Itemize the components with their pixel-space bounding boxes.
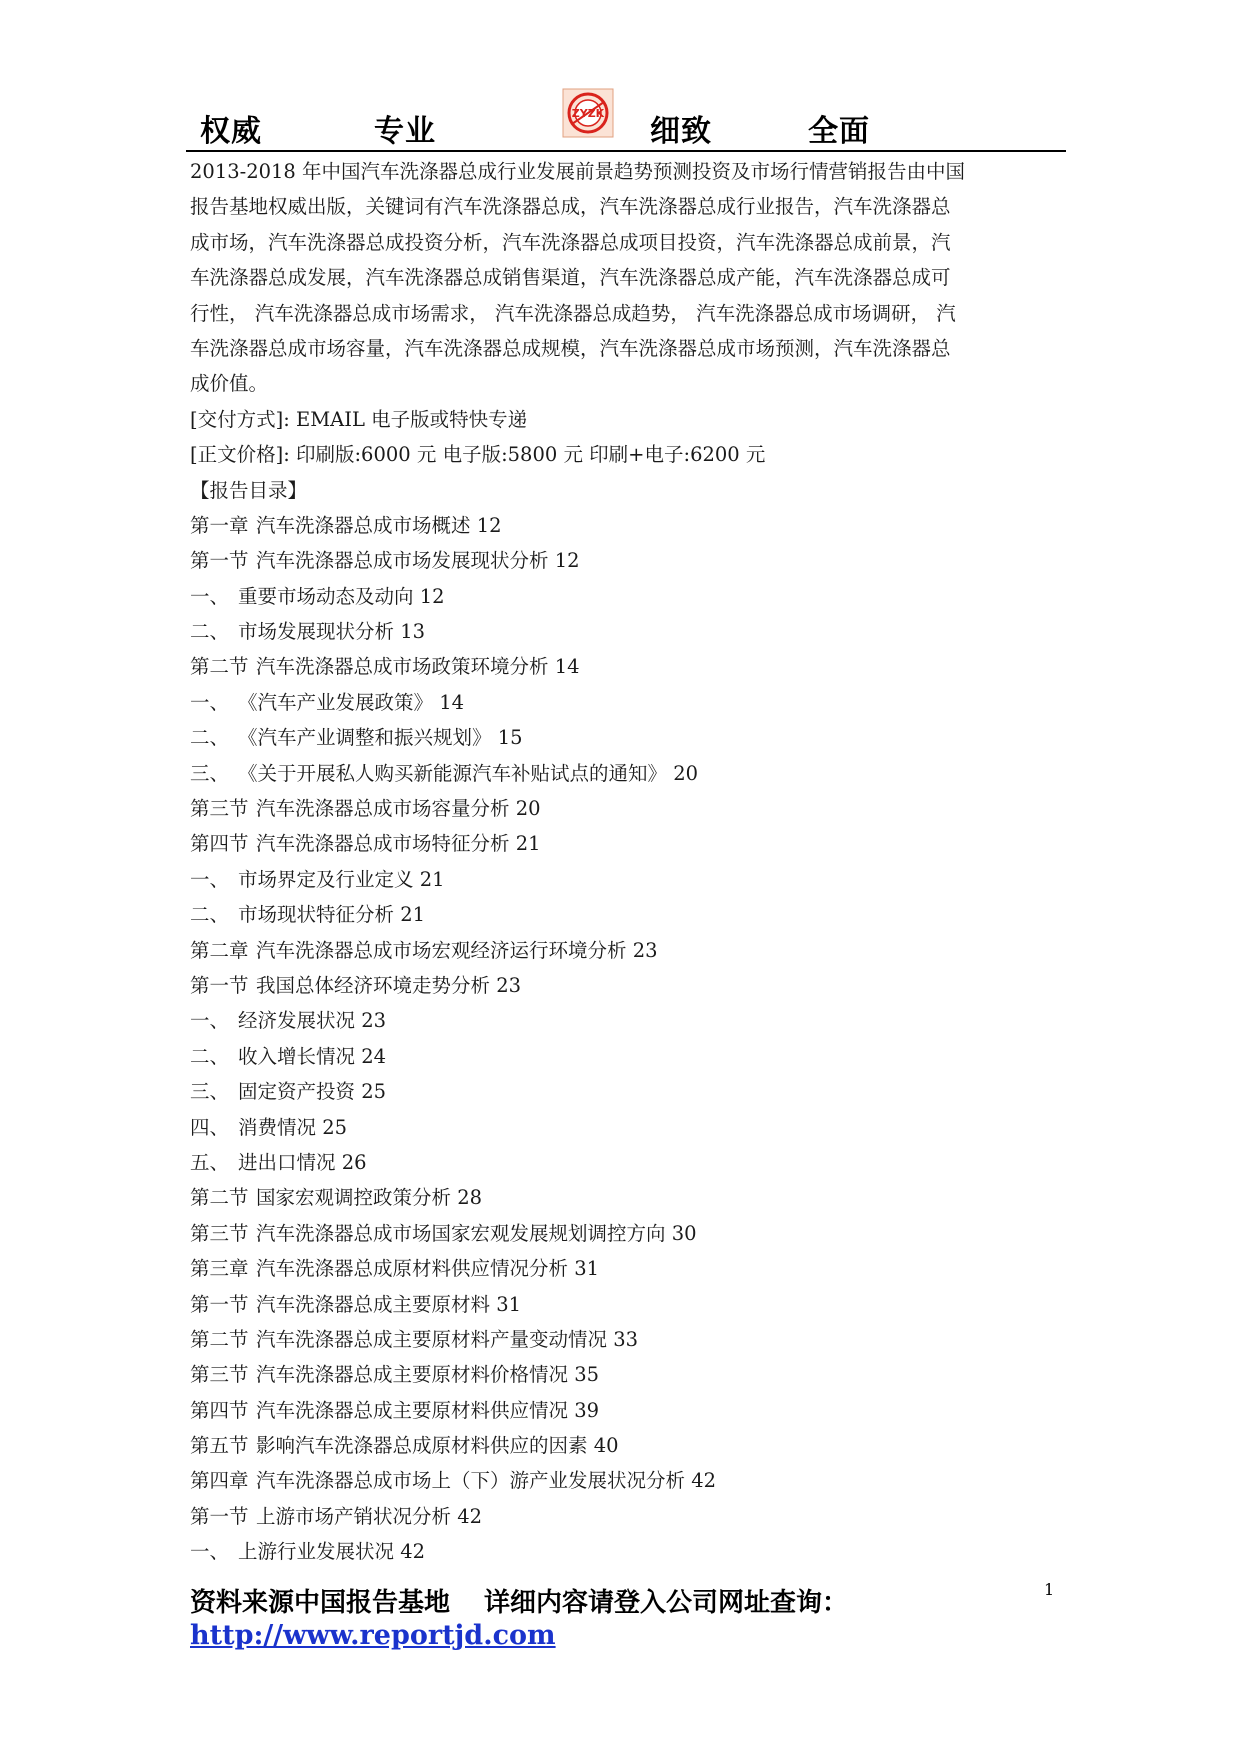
table-of-contents — [190, 508, 1060, 1570]
toc-entry-title: 汽车洗涤器总成市场容量分析 — [256, 797, 510, 821]
toc-entry-prefix: 第三章 — [190, 1257, 249, 1281]
toc-entry-prefix: 第五节 — [190, 1434, 249, 1458]
toc-entry-page: 15 — [497, 726, 523, 750]
toc-entry-prefix: 第三节 — [190, 1221, 249, 1245]
toc-entry — [190, 1074, 1060, 1109]
intro-line: 报告基地权威出版，关键词有汽车洗涤器总成，汽车洗涤器总成行业报告，汽车洗涤器总 — [190, 195, 951, 219]
toc-entry-title: 汽车洗涤器总成市场发展现状分析 — [256, 549, 549, 573]
price-info: [正文价格]: 印刷版:6000 元 电子版:5800 元 印刷+电子:6200 元 — [190, 443, 766, 467]
toc-entry-title: 我国总体经济环境走势分析 — [256, 973, 491, 997]
toc-entry — [190, 1428, 1060, 1463]
toc-entry — [190, 1110, 1060, 1145]
toc-entry-page: 24 — [361, 1044, 387, 1068]
toc-entry-page: 42 — [400, 1540, 426, 1564]
toc-entry-page: 23 — [632, 938, 658, 962]
toc-entry — [190, 1463, 1060, 1498]
toc-entry-prefix: 第二章 — [190, 938, 249, 962]
toc-entry-prefix: 第一节 — [190, 1504, 249, 1528]
toc-entry — [190, 1534, 1060, 1569]
toc-entry-title: 汽车洗涤器总成市场特征分析 — [256, 832, 510, 856]
toc-entry — [190, 933, 1060, 968]
toc-entry — [190, 614, 1060, 649]
toc-entry-title: 汽车洗涤器总成市场国家宏观发展规划调控方向 — [256, 1221, 666, 1245]
toc-entry-page: 31 — [496, 1292, 522, 1316]
toc-entry-title: 汽车洗涤器总成主要原材料价格情况 — [256, 1363, 569, 1387]
toc-entry-title: 重要市场动态及动向 — [238, 584, 414, 608]
toc-entry — [190, 1039, 1060, 1074]
toc-entry-page: 26 — [341, 1150, 367, 1174]
toc-entry-page: 14 — [439, 690, 465, 714]
intro-line: 2013-2018 年中国汽车洗涤器总成行业发展前景趋势预测投资及市场行情营销报告由中国 — [190, 160, 966, 183]
delivery-method: [交付方式]: EMAIL 电子版或特快专递 — [190, 407, 528, 431]
toc-entry-title: 固定资产投资 — [238, 1080, 356, 1104]
toc-entry-title: 《汽车产业发展政策》 — [238, 690, 434, 714]
toc-entry-prefix: 第四节 — [190, 832, 249, 856]
toc-entry-title: 《关于开展私人购买新能源汽车补贴试点的通知》 — [238, 761, 668, 785]
footer-source: 资料来源中国报告基地 — [190, 1588, 451, 1618]
toc-entry-prefix: 第一节 — [190, 549, 249, 573]
toc-entry-title: 汽车洗涤器总成市场宏观经济运行环境分析 — [256, 938, 627, 962]
toc-entry — [190, 968, 1060, 1003]
toc-entry — [190, 1499, 1060, 1534]
toc-entry-page: 23 — [496, 973, 522, 997]
toc-entry-title: 汽车洗涤器总成市场政策环境分析 — [256, 655, 549, 679]
toc-entry-title: 汽车洗涤器总成市场概述 — [256, 513, 471, 537]
toc-entry-page: 28 — [457, 1186, 483, 1210]
toc-entry-prefix: 第二节 — [190, 1186, 249, 1210]
toc-entry-prefix: 第三节 — [190, 797, 249, 821]
toc-entry — [190, 1145, 1060, 1180]
toc-entry — [190, 720, 1060, 755]
toc-entry-page: 42 — [457, 1504, 483, 1528]
intro-line: 车洗涤器总成发展，汽车洗涤器总成销售渠道，汽车洗涤器总成产能，汽车洗涤器总成可 — [190, 266, 951, 290]
toc-entry-page: 12 — [476, 513, 502, 537]
toc-entry — [190, 791, 1060, 826]
toc-entry — [190, 1322, 1060, 1357]
footer-source-line — [190, 1582, 848, 1619]
toc-entry — [190, 826, 1060, 861]
toc-entry-title: 汽车洗涤器总成主要原材料 — [256, 1292, 491, 1316]
toc-entry-prefix: 第四章 — [190, 1469, 249, 1493]
toc-entry — [190, 1357, 1060, 1392]
toc-entry-title: 国家宏观调控政策分析 — [256, 1186, 452, 1210]
toc-entry — [190, 1216, 1060, 1251]
toc-entry — [190, 508, 1060, 543]
page-header — [186, 80, 1066, 152]
toc-entry-title: 市场现状特征分析 — [238, 903, 395, 927]
toc-entry-title: 汽车洗涤器总成主要原材料供应情况 — [256, 1398, 569, 1422]
toc-entry-title: 消费情况 — [238, 1115, 317, 1139]
intro-line: 行性， 汽车洗涤器总成市场需求， 汽车洗涤器总成趋势， 汽车洗涤器总成市场调研， 汽 — [190, 301, 956, 325]
toc-entry-page: 13 — [400, 620, 426, 644]
toc-entry-title: 上游行业发展状况 — [238, 1540, 395, 1564]
toc-entry-page: 21 — [515, 832, 541, 856]
toc-entry-title: 《汽车产业调整和振兴规划》 — [238, 726, 492, 750]
intro-paragraph — [190, 154, 1060, 402]
toc-entry — [190, 649, 1060, 684]
intro-line: 车洗涤器总成市场容量，汽车洗涤器总成规模，汽车洗涤器总成市场预测，汽车洗涤器总 — [190, 336, 951, 360]
toc-entry-prefix: 第一节 — [190, 973, 249, 997]
toc-entry-prefix: 二、 — [190, 726, 230, 750]
toc-entry-prefix: 第一章 — [190, 513, 249, 537]
toc-entry-page: 20 — [515, 797, 541, 821]
toc-entry-title: 进出口情况 — [238, 1150, 336, 1174]
toc-entry-page: 31 — [574, 1257, 600, 1281]
toc-entry-prefix: 一、 — [190, 1540, 230, 1564]
toc-entry-prefix: 二、 — [190, 1044, 230, 1068]
company-website-link[interactable]: http://www.reportjd.com — [190, 1620, 556, 1651]
header-word-authority: 权威 — [200, 114, 262, 149]
toc-entry-title: 市场发展现状分析 — [238, 620, 395, 644]
toc-entry-page: 12 — [554, 549, 580, 573]
toc-entry-page: 35 — [574, 1363, 600, 1387]
toc-entry-page: 14 — [554, 655, 580, 679]
toc-entry-page: 33 — [613, 1327, 639, 1351]
toc-entry-page: 40 — [593, 1434, 619, 1458]
toc-entry-prefix: 第一节 — [190, 1292, 249, 1316]
toc-entry-prefix: 一、 — [190, 1009, 230, 1033]
toc-entry-page: 42 — [691, 1469, 717, 1493]
toc-entry-title: 汽车洗涤器总成原材料供应情况分析 — [256, 1257, 569, 1281]
toc-entry-prefix: 二、 — [190, 903, 230, 927]
toc-entry-prefix: 一、 — [190, 690, 230, 714]
toc-entry — [190, 862, 1060, 897]
toc-entry — [190, 579, 1060, 614]
toc-entry-page: 39 — [574, 1398, 600, 1422]
toc-entry-page: 21 — [400, 903, 426, 927]
toc-entry-prefix: 第四节 — [190, 1398, 249, 1422]
toc-entry-prefix: 一、 — [190, 867, 230, 891]
toc-entry — [190, 1180, 1060, 1215]
header-word-detailed: 细致 — [650, 114, 712, 149]
toc-entry-title: 经济发展状况 — [238, 1009, 356, 1033]
page-number: 1 — [1044, 1580, 1055, 1599]
toc-entry-page: 20 — [673, 761, 699, 785]
footer-detail: 详细内容请登入公司网址查询： — [484, 1588, 849, 1618]
toc-entry-page: 25 — [322, 1115, 348, 1139]
toc-entry-prefix: 第三节 — [190, 1363, 249, 1387]
toc-entry-page: 21 — [419, 867, 445, 891]
toc-entry-title: 汽车洗涤器总成市场上（下）游产业发展状况分析 — [256, 1469, 686, 1493]
toc-entry-title: 上游市场产销状况分析 — [256, 1504, 452, 1528]
toc-entry-title: 市场界定及行业定义 — [238, 867, 414, 891]
toc-entry-page: 23 — [361, 1009, 387, 1033]
toc-entry-title: 汽车洗涤器总成主要原材料产量变动情况 — [256, 1327, 608, 1351]
toc-entry — [190, 1251, 1060, 1286]
intro-line: 成价值。 — [190, 372, 269, 396]
svg-text:ZYZK: ZYZK — [571, 107, 605, 120]
company-logo-icon — [562, 88, 614, 138]
toc-entry-prefix: 三、 — [190, 1080, 230, 1104]
toc-entry — [190, 897, 1060, 932]
toc-entry-prefix: 一、 — [190, 584, 230, 608]
toc-entry-page: 25 — [361, 1080, 387, 1104]
toc-entry — [190, 685, 1060, 720]
toc-entry — [190, 756, 1060, 791]
toc-entry-prefix: 三、 — [190, 761, 230, 785]
toc-title: 【报告目录】 — [190, 478, 308, 502]
toc-entry-prefix: 二、 — [190, 620, 230, 644]
toc-entry-prefix: 第二节 — [190, 655, 249, 679]
intro-line: 成市场，汽车洗涤器总成投资分析，汽车洗涤器总成项目投资，汽车洗涤器总成前景，汽 — [190, 230, 951, 254]
toc-entry — [190, 543, 1060, 578]
toc-entry-prefix: 第二节 — [190, 1327, 249, 1351]
header-word-comprehensive: 全面 — [808, 114, 870, 149]
toc-entry-title: 影响汽车洗涤器总成原材料供应的因素 — [256, 1434, 588, 1458]
toc-entry — [190, 1003, 1060, 1038]
header-word-professional: 专业 — [374, 114, 436, 149]
toc-entry — [190, 1393, 1060, 1428]
toc-entry-page: 30 — [671, 1221, 697, 1245]
toc-entry — [190, 1287, 1060, 1322]
toc-entry-page: 12 — [419, 584, 445, 608]
toc-entry-title: 收入增长情况 — [238, 1044, 356, 1068]
document-body — [190, 154, 1060, 1570]
toc-entry-prefix: 五、 — [190, 1150, 230, 1174]
toc-entry-prefix: 四、 — [190, 1115, 230, 1139]
